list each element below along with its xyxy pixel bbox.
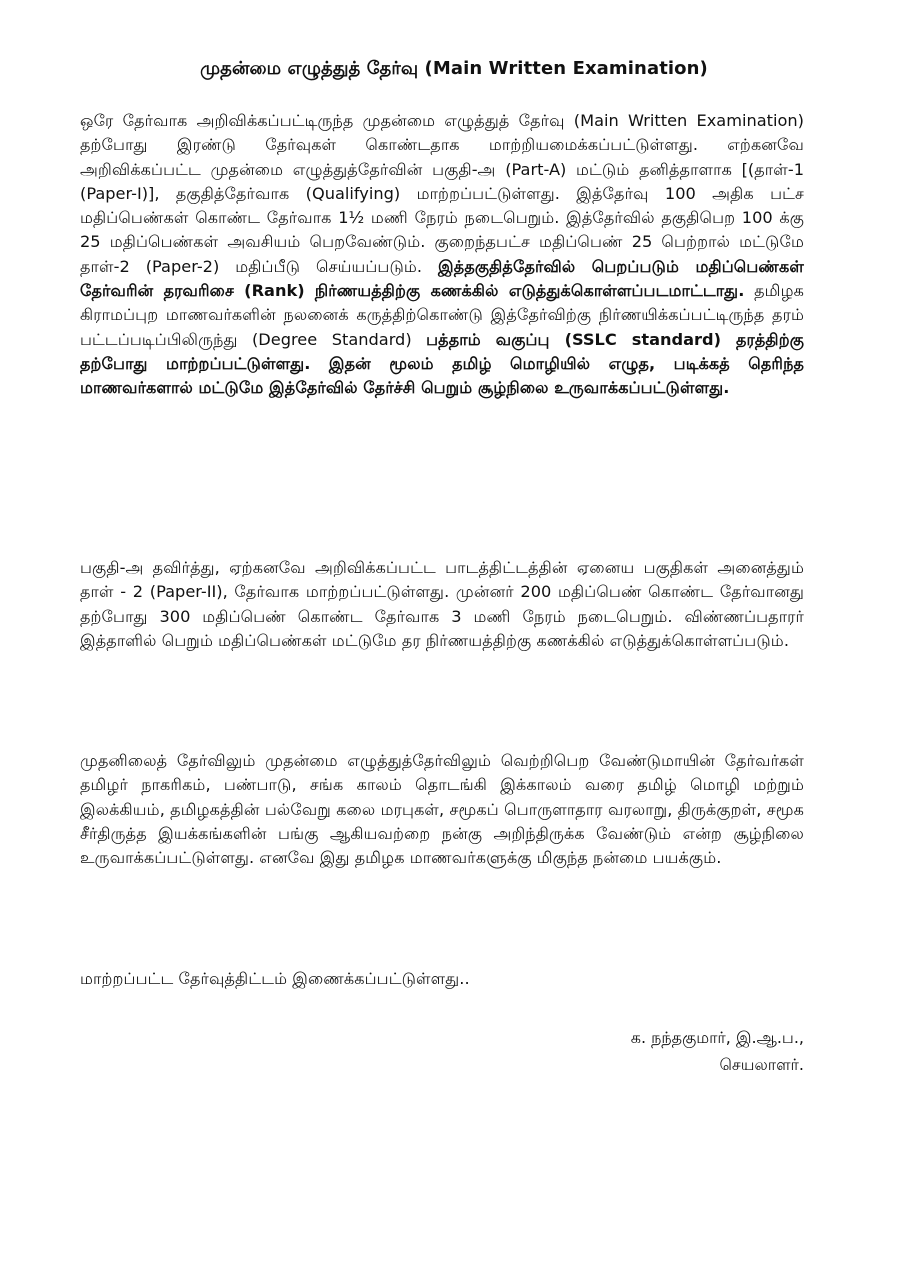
paragraph-bold-text: இத்தகுதித்தேர்வில் பெறப்படும் மதிப்பெண்கள் தேர்வரின் தரவரிசை (Rank) நிர்ணயத்திற்கு கணக்கில் எடுத்துக்கொள்ளப்படமாட்டாது.: [80, 256, 804, 301]
signature-name: க. நந்தகுமார், இ.ஆ.ப.,: [630, 1028, 804, 1047]
paragraph-paper-two: பகுதி-அ தவிர்த்து, ஏற்கனவே அறிவிக்கப்பட்ட பாடத்திட்டத்தின் ஏனைய பகுதிகள் அனைத்தும் தாள் - 2 (Paper-II), தேர்வாக மாற்றப்பட்டுள்ளது. முன்னர் 200 மதிப்பெண் கொண்ட தேர்வானது தற்போது 300 மதிப்பெண் கொண்ட தேர்வாக 3 மணி நேரம் நடைபெறும். விண்ணப்பதாரர் இத்தாளில் பெறும் மதிப்பெண்கள் மட்டுமே தர நிர்ணயத்திற்கு கணக்கில் எடுத்துக்கொள்ளப்படும்.: [80, 558, 804, 650]
paragraph-attachment-note: மாற்றப்பட்ட தேர்வுத்திட்டம் இணைக்கப்பட்டுள்ளது..: [80, 969, 470, 988]
document-title: முதன்மை எழுத்துத் தேர்வு (Main Written Examination): [200, 58, 708, 79]
paragraph-text: தமிழக கிராமப்புற மாணவர்களின் நலனைக் கருத்திற்கொண்டு இத்தேர்விற்கு நிர்ணயிக்கப்பட்டிருந்த தரம் பட்டப்படிப்பிலிருந்து (Degree Standard): [80, 281, 804, 349]
paragraph-text: ஒரே தேர்வாக அறிவிக்கப்பட்டிருந்த முதன்மை எழுத்துத் தேர்வு (Main Written Examination) தற்போது இரண்டு தேர்வுகள் கொண்டதாக மாற்றியமைக்கப்பட்டுள்ளது. எற்கனவே அறிவிக்கப்பட்ட முதன்மை எழுத்துத்தேர்வின் பகுதி-அ (Part-A) மட்டும் தனித்தாளாக [(தாள்-1 (Paper-I)], தகுதித்தேர்வாக (Qualifying) மாற்றப்பட்டுள்ளது. இத்தேர்வு 100 அதிக பட்ச மதிப்பெண்கள் கொண்ட தேர்வாக 1½ மணி நேரம் நடைபெறும். இத்தேர்வில் தகுதிபெற 100 க்கு 25 மதிப்பெண்கள் அவசியம் பெறவேண்டும். குறைந்தபட்ச மதிப்பெண் 25 பெற்றால் மட்டுமே தாள்-2 (Paper-2) மதிப்பீடு செய்யப்படும்.: [80, 111, 804, 276]
paragraph-main-exam-changes: [80, 109, 804, 401]
paragraph-preparation: முதனிலைத் தேர்விலும் முதன்மை எழுத்துத்தேர்விலும் வெற்றிபெற வேண்டுமாயின் தேர்வர்கள் தமிழர் நாகரிகம், பண்பாடு, சங்க காலம் தொடங்கி இக்காலம் வரை தமிழ் மொழி மற்றும் இலக்கியம், தமிழகத்தின் பல்வேறு கலை மரபுகள், சமூகப் பொருளாதார வரலாறு, திருக்குறள், சமூக சீர்திருத்த இயக்கங்களின் பங்கு ஆகியவற்றை நன்கு அறிந்திருக்க வேண்டும் என்ற சூழ்நிலை உருவாக்கப்பட்டுள்ளது. எனவே இது தமிழக மாணவர்களுக்கு மிகுந்த நன்மை பயக்கும்.: [80, 751, 804, 868]
paragraph-bold-text: பத்தாம் வகுப்பு (SSLC standard) தரத்திற்கு தற்போது மாற்றப்பட்டுள்ளது. இதன் மூலம் தமிழ் மொழியில் எழுத, படிக்கத் தெரிந்த மாணவர்களால் மட்டுமே இத்தேர்வில் தேர்ச்சி பெறும் சூழ்நிலை உருவாக்கப்பட்டுள்ளது.: [80, 329, 804, 398]
signature-designation: செயலாளர்.: [719, 1055, 804, 1074]
